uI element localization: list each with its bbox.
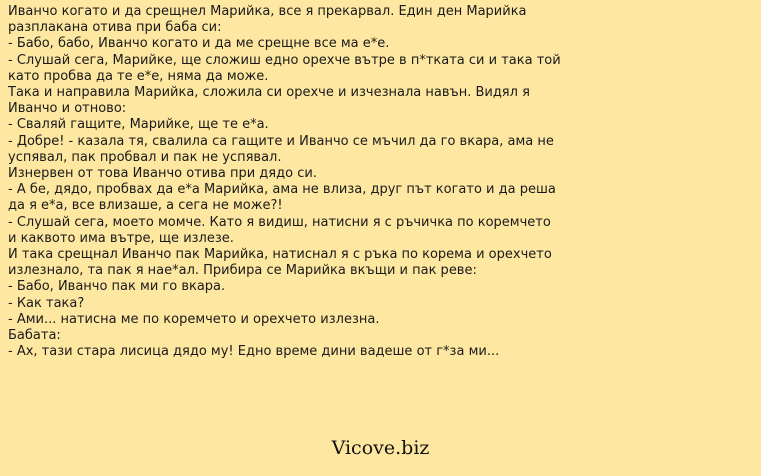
- joke-line: като пробва да те е*е, няма да може.: [8, 68, 269, 84]
- joke-line: да я е*а, все влизаше, а сега не може?!: [8, 198, 283, 214]
- joke-line: - Добре! - казала тя, свалила са гащите и Иванчо се мъчил да го вкара, ама не: [8, 133, 554, 149]
- joke-line: - Бабо, Иванчо пак ми го вкара.: [8, 279, 226, 295]
- joke-line: разплакана отива при баба си:: [8, 20, 222, 36]
- joke-line: Иванчо когато и да срещнел Марийка, все я прекарвал. Един ден Марийка: [8, 4, 527, 19]
- joke-line: излезнало, та пак я нае*ал. Прибира се Марийка вкъщи и пак реве:: [8, 263, 477, 279]
- joke-line: - Как така?: [8, 295, 85, 311]
- joke-line: - Слушай сега, моето момче. Като я видиш, натисни я с ръчичка по коремчето: [8, 214, 551, 230]
- joke-line: Изнервен от това Иванчо отива при дядо си.: [8, 166, 317, 182]
- joke-line: - А бе, дядо, пробвах да е*а Марийка, ама не влиза, друг път когато и да реша: [8, 182, 556, 198]
- joke-line: Така и направила Марийка, сложила си орехче и изчезнала навън. Видял я: [8, 85, 530, 101]
- joke-line: - Ами... натисна ме по коремчето и орехчето излезна.: [8, 311, 380, 327]
- joke-line: - Бабо, бабо, Иванчо когато и да ме срещне все ма е*е.: [8, 36, 390, 52]
- joke-line: и каквото има вътре, ще излезе.: [8, 230, 234, 246]
- joke-text: [8, 4, 756, 360]
- joke-line: - Слушай сега, Марийке, ще сложиш едно орехче вътре в п*тката си и така той: [8, 52, 561, 68]
- joke-line: Иванчо и отново:: [8, 101, 127, 117]
- joke-line: Бабата:: [8, 328, 61, 344]
- joke-line: И така срещнал Иванчо пак Марийка, натиснал я с ръка по корема и орехчето: [8, 247, 552, 263]
- joke-line: - Сваляй гащите, Марийке, ще те е*а.: [8, 117, 269, 133]
- joke-line: успявал, пак пробвал и пак не успявал.: [8, 149, 282, 165]
- joke-line: - Ах, тази стара лисица дядо му! Едно време дини вадеше от г*за ми...: [8, 344, 500, 360]
- site-name: Vicove.biz: [331, 437, 430, 459]
